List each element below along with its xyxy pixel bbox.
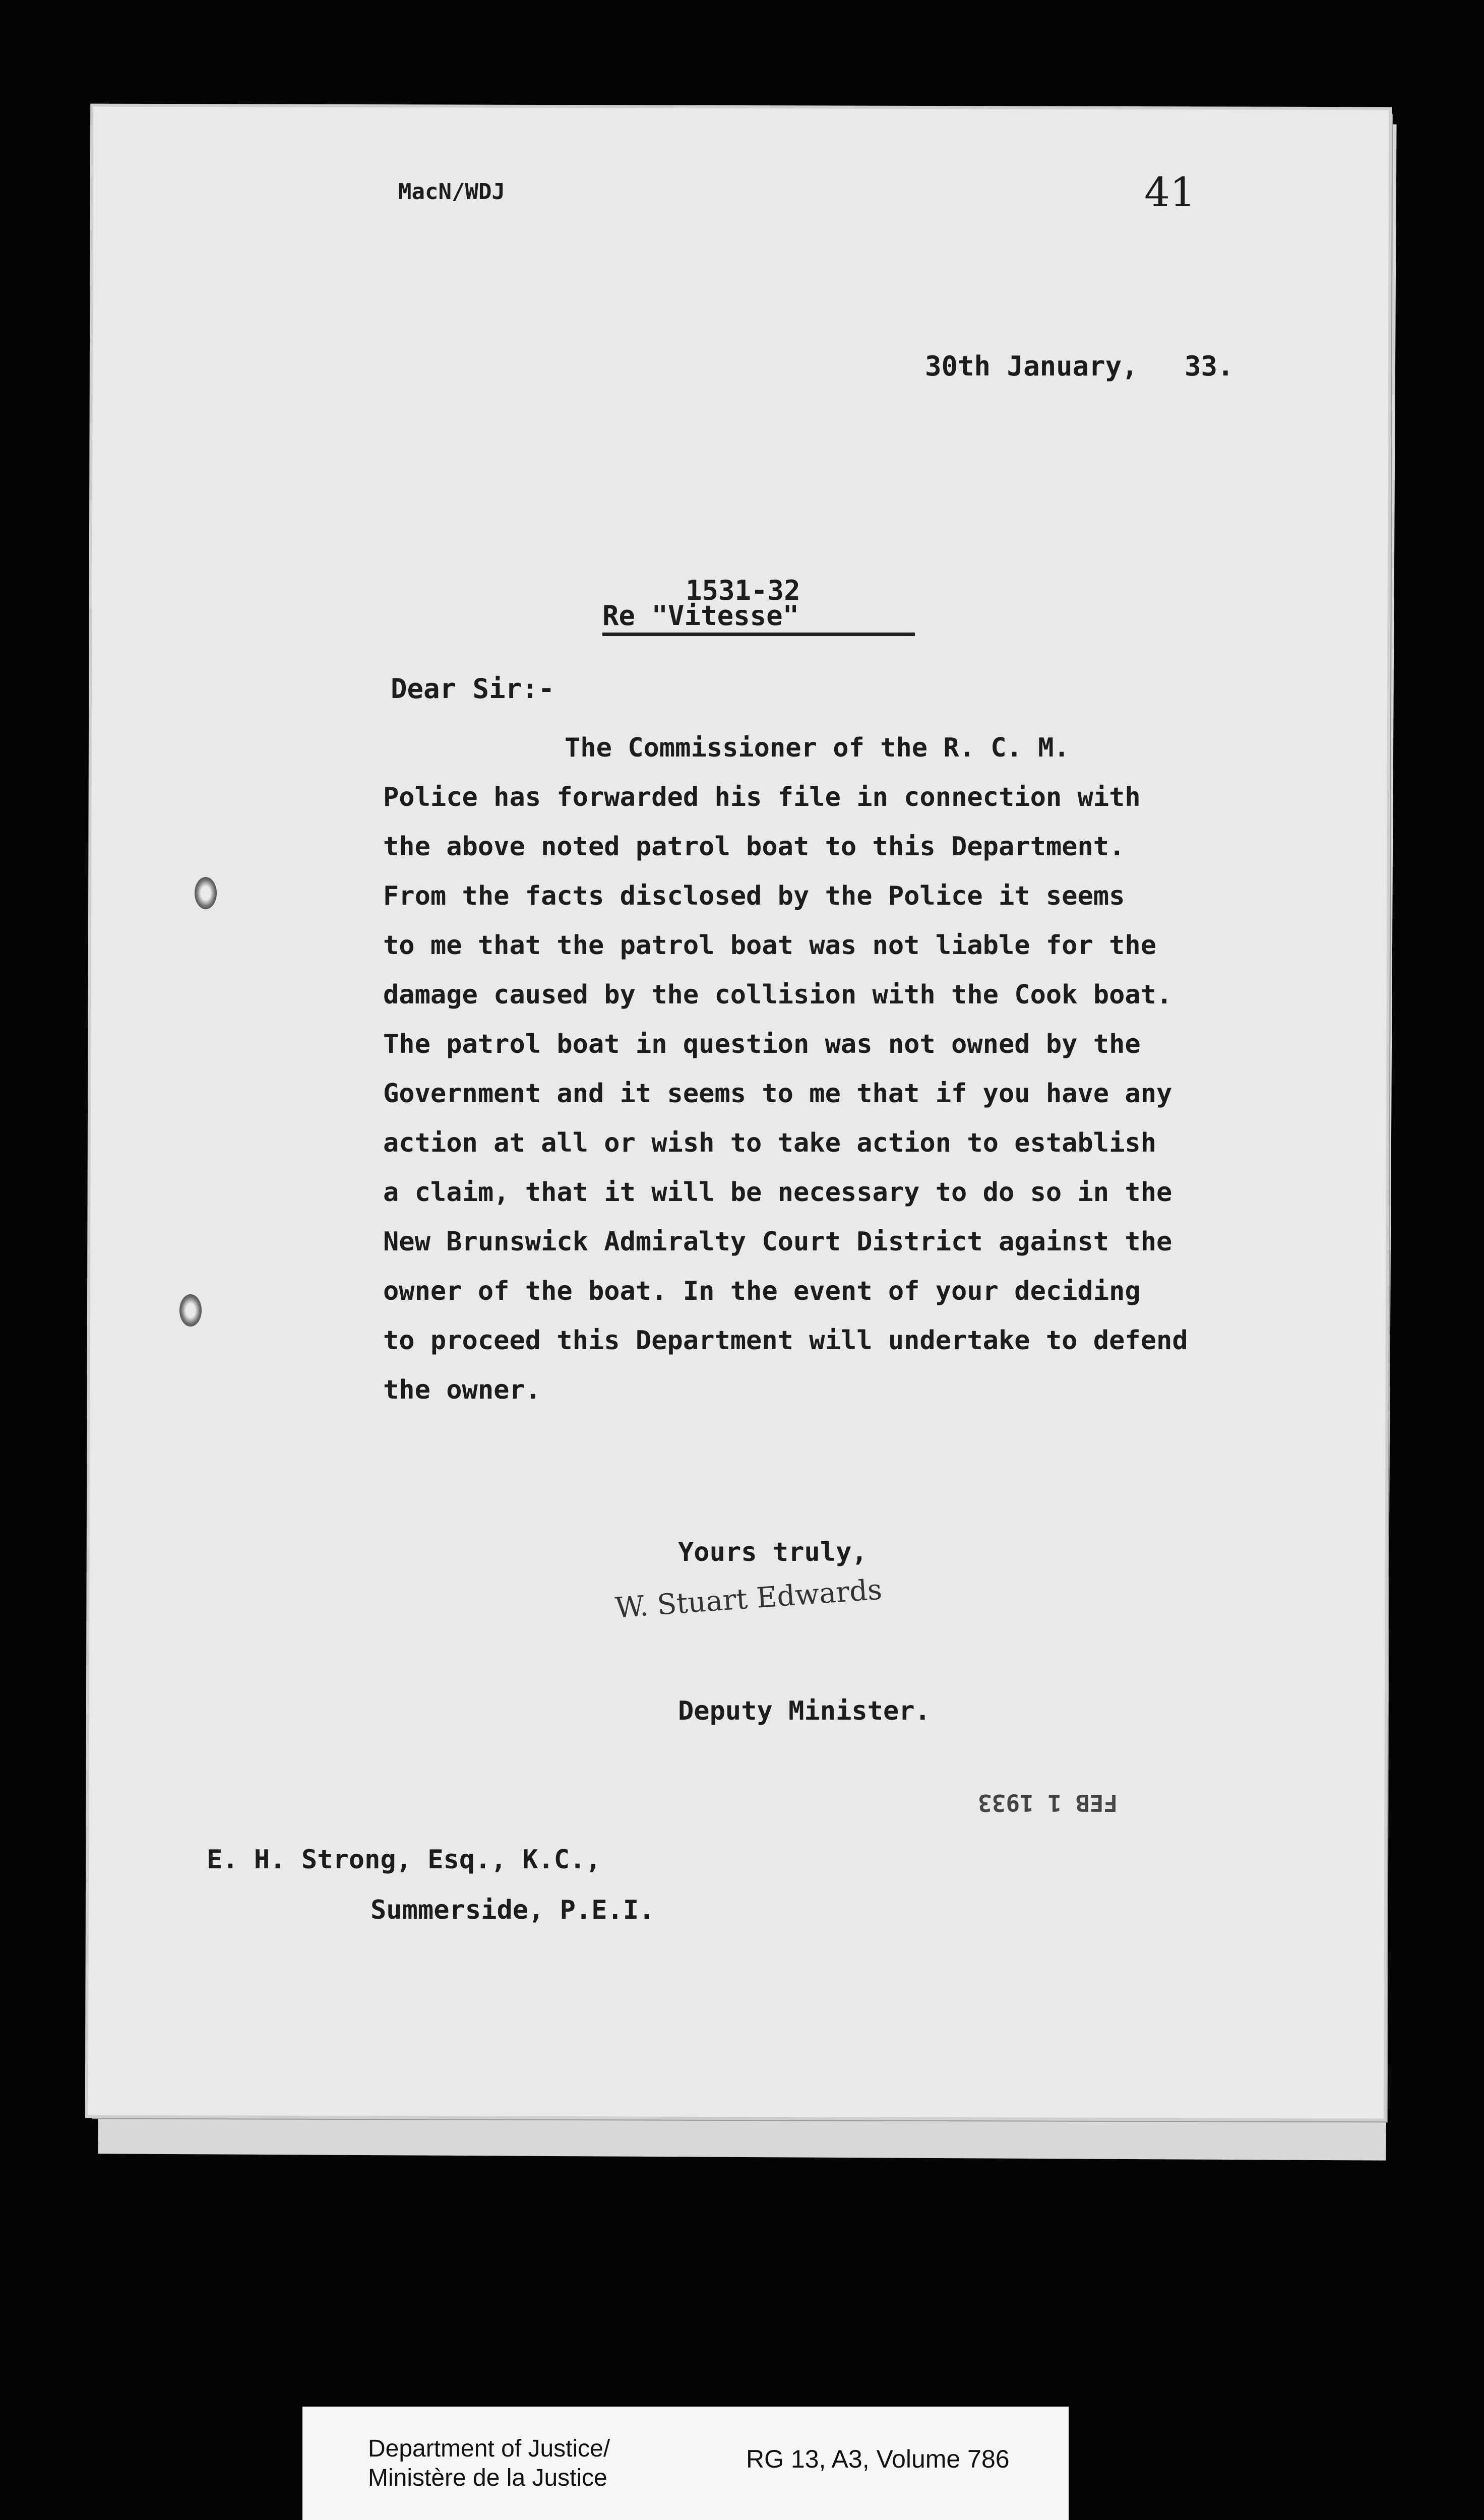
punch-hole <box>195 877 217 909</box>
letter-year: 33. <box>1185 350 1234 382</box>
subject-line: Re "Vitesse" <box>602 600 799 632</box>
received-date-stamp: FEB 1 1933 <box>978 1789 1118 1816</box>
archive-reference-label <box>302 2407 1069 2520</box>
body-line: From the facts disclosed by the Police it seems <box>383 881 1125 911</box>
addressee-location: Summerside, P.E.I. <box>370 1895 655 1925</box>
letter-body <box>383 723 1290 1415</box>
reference-initials: MacN/WDJ <box>398 179 505 205</box>
body-line: Government and it seems to me that if you have any <box>383 1079 1172 1109</box>
body-line: action at all or wish to take action to establish <box>383 1128 1157 1158</box>
signature-stamp: W. Stuart Edwards <box>614 1573 883 1625</box>
record-group-reference: RG 13, A3, Volume 786 <box>746 2445 1010 2473</box>
body-line: the above noted patrol boat to this Department. <box>383 832 1125 862</box>
salutation: Dear Sir:- <box>391 673 555 705</box>
closing: Yours truly, <box>678 1537 868 1567</box>
body-line: New Brunswick Admiralty Court District against the <box>383 1227 1172 1257</box>
body-line: damage caused by the collision with the Cook boat. <box>383 980 1172 1010</box>
body-line: Police has forwarded his file in connection with <box>383 782 1141 812</box>
body-line: The Commissioner of the R. C. M. <box>565 733 1070 763</box>
body-line: The patrol boat in question was not owned by the <box>383 1029 1141 1059</box>
punch-hole <box>179 1294 202 1327</box>
body-line: owner of the boat. In the event of your deciding <box>383 1276 1141 1306</box>
file-number: 1531-32 <box>686 575 800 606</box>
department-fr: Ministère de la Justice <box>368 2465 607 2491</box>
page-number: 41 <box>1144 169 1196 216</box>
department-en: Department of Justice/ <box>368 2435 610 2462</box>
subject-underline <box>602 633 915 636</box>
body-line: to me that the patrol boat was not liable for the <box>383 930 1157 961</box>
body-line: a claim, that it will be necessary to do so in the <box>383 1177 1172 1208</box>
body-line: to proceed this Department will undertake to defend <box>383 1326 1188 1356</box>
letter-date: 30th January, <box>925 350 1138 382</box>
body-line: the owner. <box>383 1375 541 1405</box>
department-name <box>368 2434 610 2493</box>
addressee-name: E. H. Strong, Esq., K.C., <box>207 1845 601 1875</box>
signatory-title: Deputy Minister. <box>678 1696 931 1726</box>
